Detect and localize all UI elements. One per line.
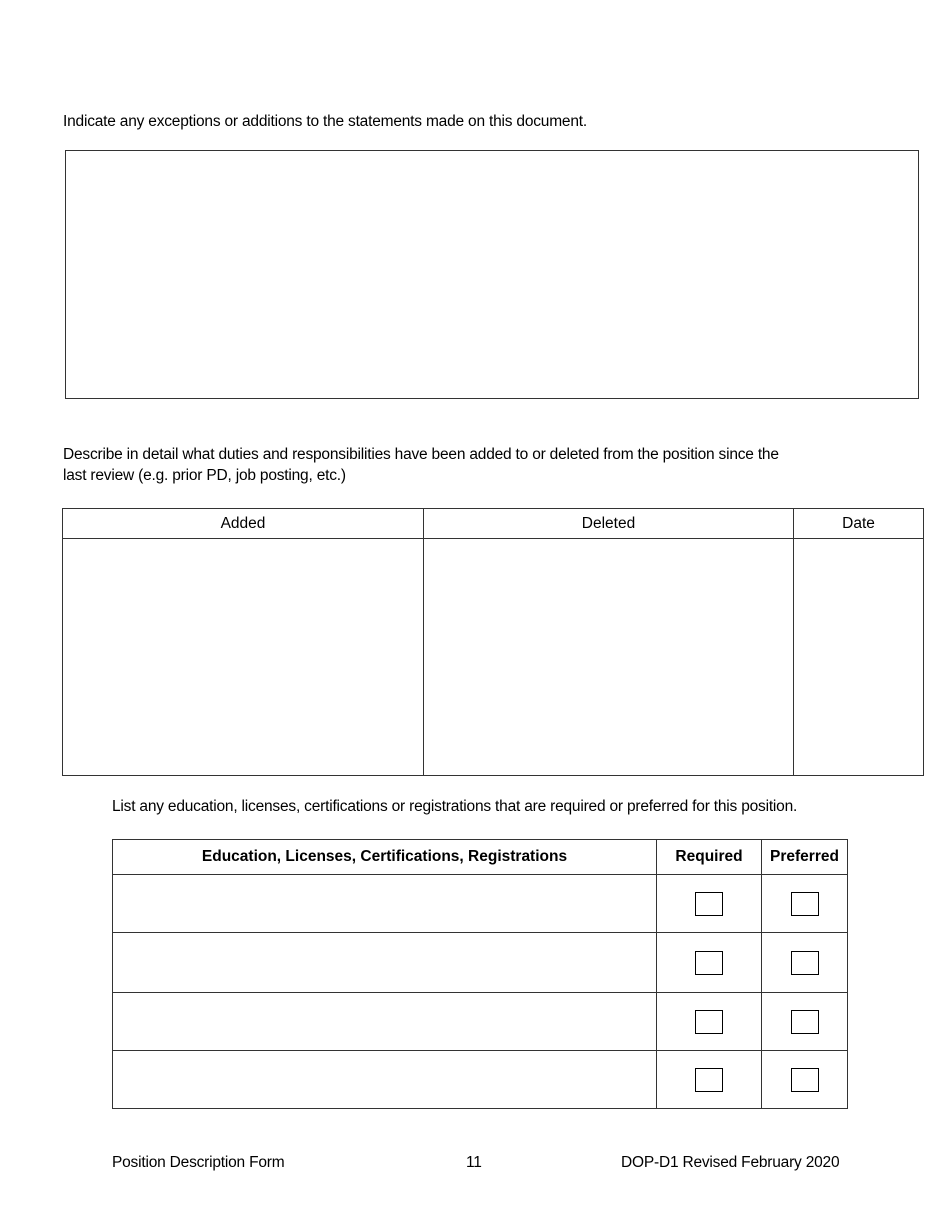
qualification-row — [113, 993, 848, 1051]
preferred-header: Preferred — [762, 840, 848, 875]
required-checkbox[interactable] — [695, 892, 723, 916]
exceptions-textbox[interactable] — [65, 150, 919, 399]
footer-page-number: 11 — [466, 1154, 482, 1171]
qualification-row — [113, 1051, 848, 1109]
qualification-item-cell[interactable] — [113, 993, 657, 1051]
changes-prompt-line1: Describe in detail what duties and responsibilities have been added to or deleted from the position since the — [63, 446, 779, 463]
added-cell[interactable] — [63, 539, 424, 776]
qualification-item-cell[interactable] — [113, 933, 657, 993]
preferred-checkbox[interactable] — [791, 892, 819, 916]
preferred-checkbox[interactable] — [791, 1010, 819, 1034]
exceptions-prompt: Indicate any exceptions or additions to the statements made on this document. — [63, 113, 587, 130]
qualifications-table — [112, 839, 848, 1109]
preferred-checkbox[interactable] — [791, 951, 819, 975]
date-header: Date — [794, 509, 924, 539]
education-header: Education, Licenses, Certifications, Registrations — [113, 840, 657, 875]
footer-form-name: Position Description Form — [112, 1154, 285, 1171]
qualifications-prompt: List any education, licenses, certifications or registrations that are required or preferred for this position. — [112, 798, 798, 815]
required-checkbox[interactable] — [695, 1010, 723, 1034]
preferred-checkbox[interactable] — [791, 1068, 819, 1092]
deleted-cell[interactable] — [424, 539, 794, 776]
required-checkbox[interactable] — [695, 1068, 723, 1092]
required-header: Required — [657, 840, 762, 875]
qualification-item-cell[interactable] — [113, 1051, 657, 1109]
required-checkbox[interactable] — [695, 951, 723, 975]
qualification-row — [113, 875, 848, 933]
footer-revision: DOP-D1 Revised February 2020 — [621, 1154, 840, 1171]
added-header: Added — [63, 509, 424, 539]
qualification-item-cell[interactable] — [113, 875, 657, 933]
date-cell[interactable] — [794, 539, 924, 776]
qualification-row — [113, 933, 848, 993]
deleted-header: Deleted — [424, 509, 794, 539]
changes-table — [62, 508, 924, 776]
changes-prompt-line2: last review (e.g. prior PD, job posting, etc.) — [63, 467, 346, 484]
